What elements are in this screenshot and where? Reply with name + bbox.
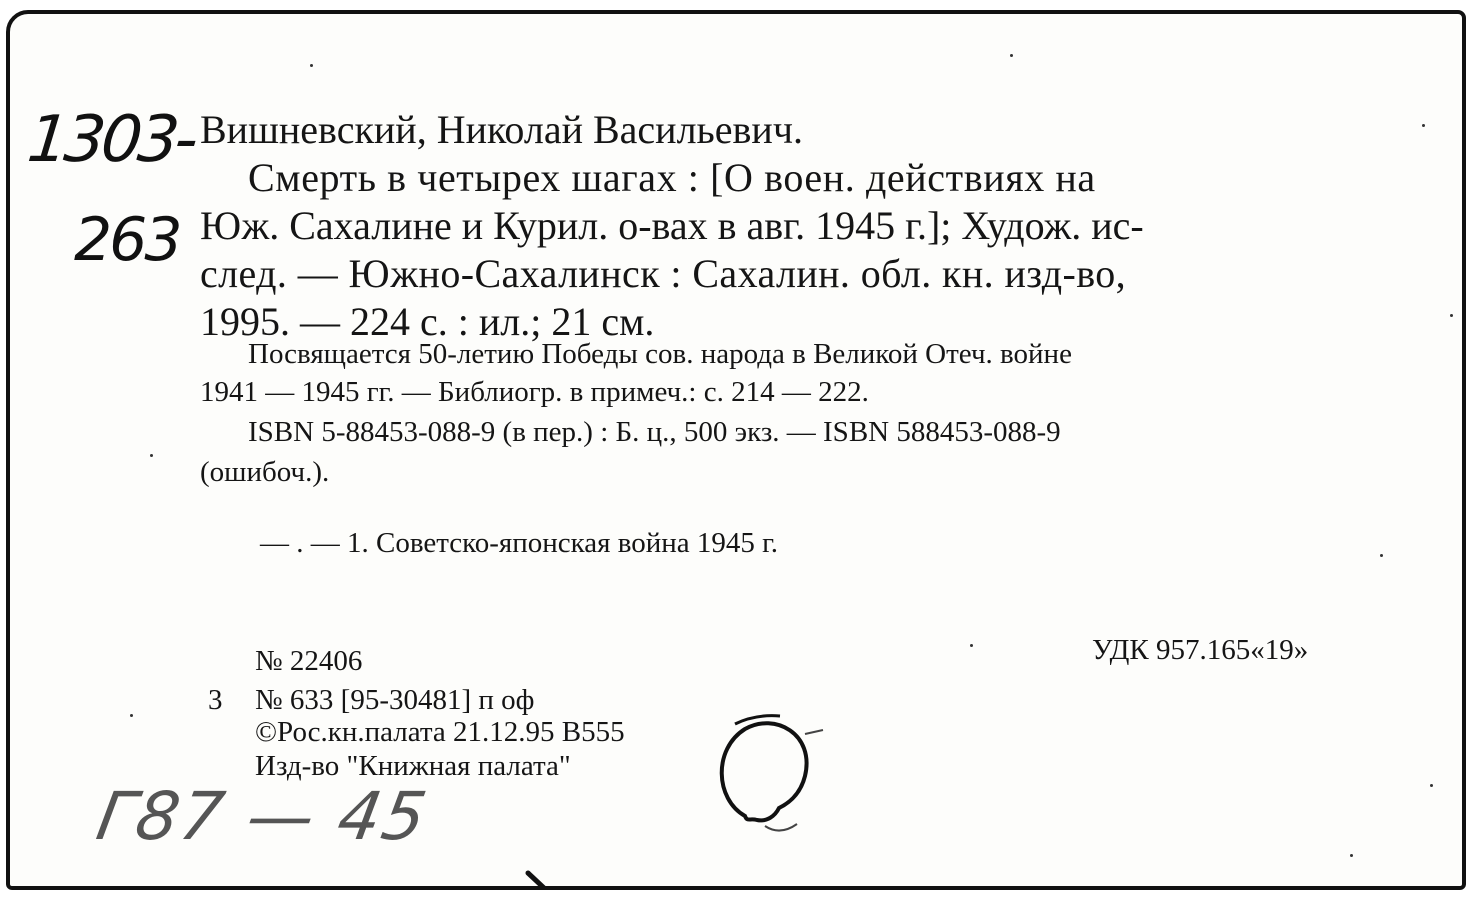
scan-speck <box>150 454 153 457</box>
title-line-3: след. — Южно-Сахалинск : Сахалин. обл. кн. изд-во, <box>200 251 1127 296</box>
scan-speck <box>1422 124 1425 127</box>
catalog-card <box>6 10 1466 890</box>
scan-speck <box>1010 54 1013 57</box>
scan-speck <box>130 714 133 717</box>
scan-speck <box>1350 854 1353 857</box>
pen-stroke-icon <box>520 869 580 890</box>
title-line-2: Юж. Сахалине и Курил. о-вах в авг. 1945 г.]; Худож. ис- <box>200 203 1144 248</box>
handwritten-bottom-note: Г87 — 45 <box>91 778 434 855</box>
scan-speck <box>310 64 313 67</box>
title-line-1: Смерть в четырех шагах : [О воен. действиях на <box>248 155 1096 200</box>
udk-code: УДК 957.165«19» <box>1092 634 1309 666</box>
note-line-2: 1941 — 1945 гг. — Библиогр. в примеч.: с. 214 — 222. <box>200 376 869 408</box>
title-line-4: 1995. — 224 с. : ил.; 21 см. <box>200 299 655 344</box>
subject-heading: — . — 1. Советско-японская война 1945 г. <box>260 527 779 559</box>
order-line: № 633 [95-30481] п оф <box>255 684 535 716</box>
isbn-line-2: (ошибоч.). <box>200 456 330 488</box>
scan-speck <box>1450 314 1453 317</box>
copyright-line: ©Рос.кн.палата 21.12.95 В555 <box>255 716 625 748</box>
isbn-line-1: ISBN 5-88453-088-9 (в пер.) : Б. ц., 500 экз. — ISBN 588453-088-9 <box>248 416 1061 448</box>
author-heading: Вишневский, Николай Васильевич. <box>200 107 803 152</box>
card-number: № 22406 <box>255 645 363 677</box>
note-line-1: Посвящается 50-летию Победы сов. народа в Великой Отеч. войне <box>248 338 1072 370</box>
handwritten-shelf-mark-bottom: 263 <box>74 205 180 275</box>
scan-speck <box>1430 784 1433 787</box>
library-stamp-icon <box>705 704 845 844</box>
scan-speck <box>1380 554 1383 557</box>
publisher-line: Изд-во "Книжная палата" <box>255 750 571 782</box>
scan-speck <box>970 644 973 647</box>
order-prefix: 3 <box>208 684 223 716</box>
handwritten-shelf-mark-top: 1303- <box>24 103 198 177</box>
